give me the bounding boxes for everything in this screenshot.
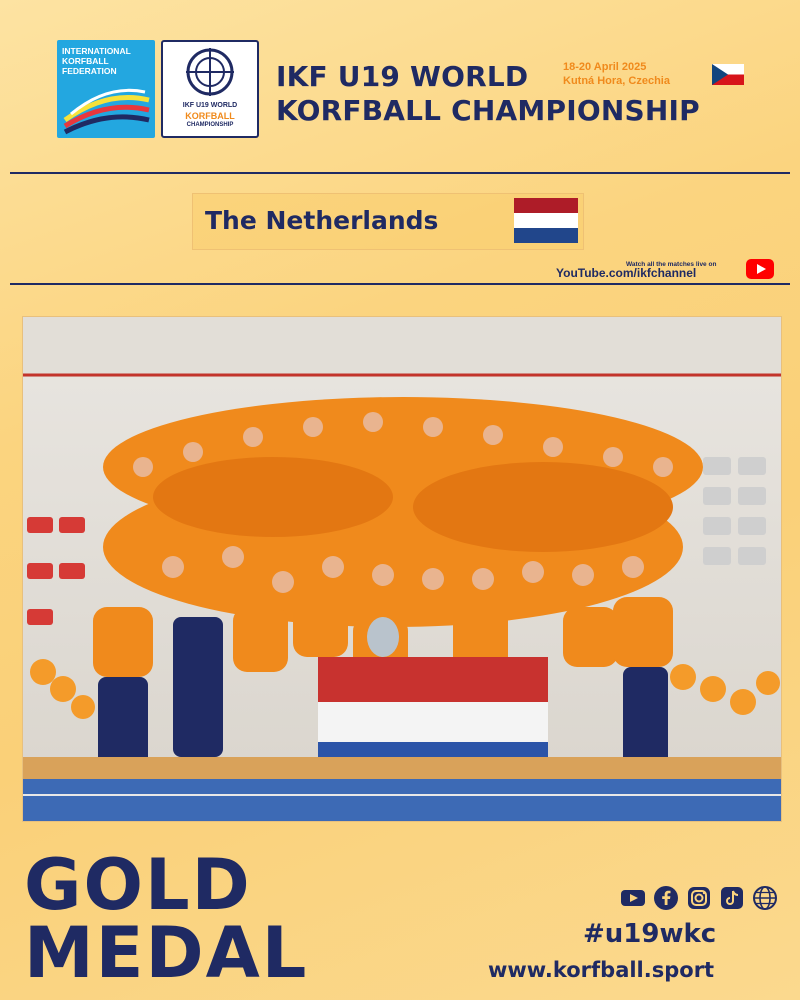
photo-illustration	[23, 317, 782, 822]
event-date: 18-20 April 2025	[563, 61, 647, 73]
youtube-channel-link[interactable]: YouTube.com/ikfchannel	[556, 266, 697, 280]
youtube-icon[interactable]	[620, 885, 646, 911]
website-link[interactable]: www.korfball.sport	[488, 958, 715, 982]
netherlands-flag-icon	[514, 198, 578, 243]
medal-line-medal: MEDAL	[24, 912, 309, 994]
championship-logo-line3: CHAMPIONSHIP	[186, 122, 234, 128]
ikf-swoosh-icon	[57, 40, 155, 138]
event-place: Kutná Hora, Czechia	[563, 75, 670, 87]
team-celebration-photo	[22, 316, 782, 822]
championship-logo-line1: IKF U19 WORLD	[182, 102, 238, 109]
watch-live-text: Watch all the matches live on	[626, 261, 717, 268]
medal-line-gold: GOLD	[24, 844, 252, 926]
title-line-2: KORFBALL CHAMPIONSHIP	[276, 94, 700, 127]
hashtag: #u19wkc	[583, 919, 717, 949]
divider-bottom	[10, 283, 790, 285]
team-name: The Netherlands	[205, 206, 439, 235]
championship-logo	[161, 40, 259, 138]
instagram-icon[interactable]	[686, 885, 712, 911]
youtube-icon[interactable]	[746, 259, 774, 279]
championship-logo-line2: KORFBALL	[185, 111, 235, 121]
czech-flag-icon	[712, 64, 744, 85]
tiktok-icon[interactable]	[719, 885, 745, 911]
korfball-emblem-icon	[163, 42, 257, 102]
ikf-logo	[57, 40, 155, 138]
divider-top	[10, 172, 790, 174]
facebook-icon[interactable]	[653, 885, 679, 911]
globe-icon[interactable]	[752, 885, 778, 911]
ikf-logo-text: INTERNATIONAL KORFBALL FEDERATION	[62, 46, 131, 76]
title-line-1: IKF U19 WORLD	[276, 60, 529, 93]
